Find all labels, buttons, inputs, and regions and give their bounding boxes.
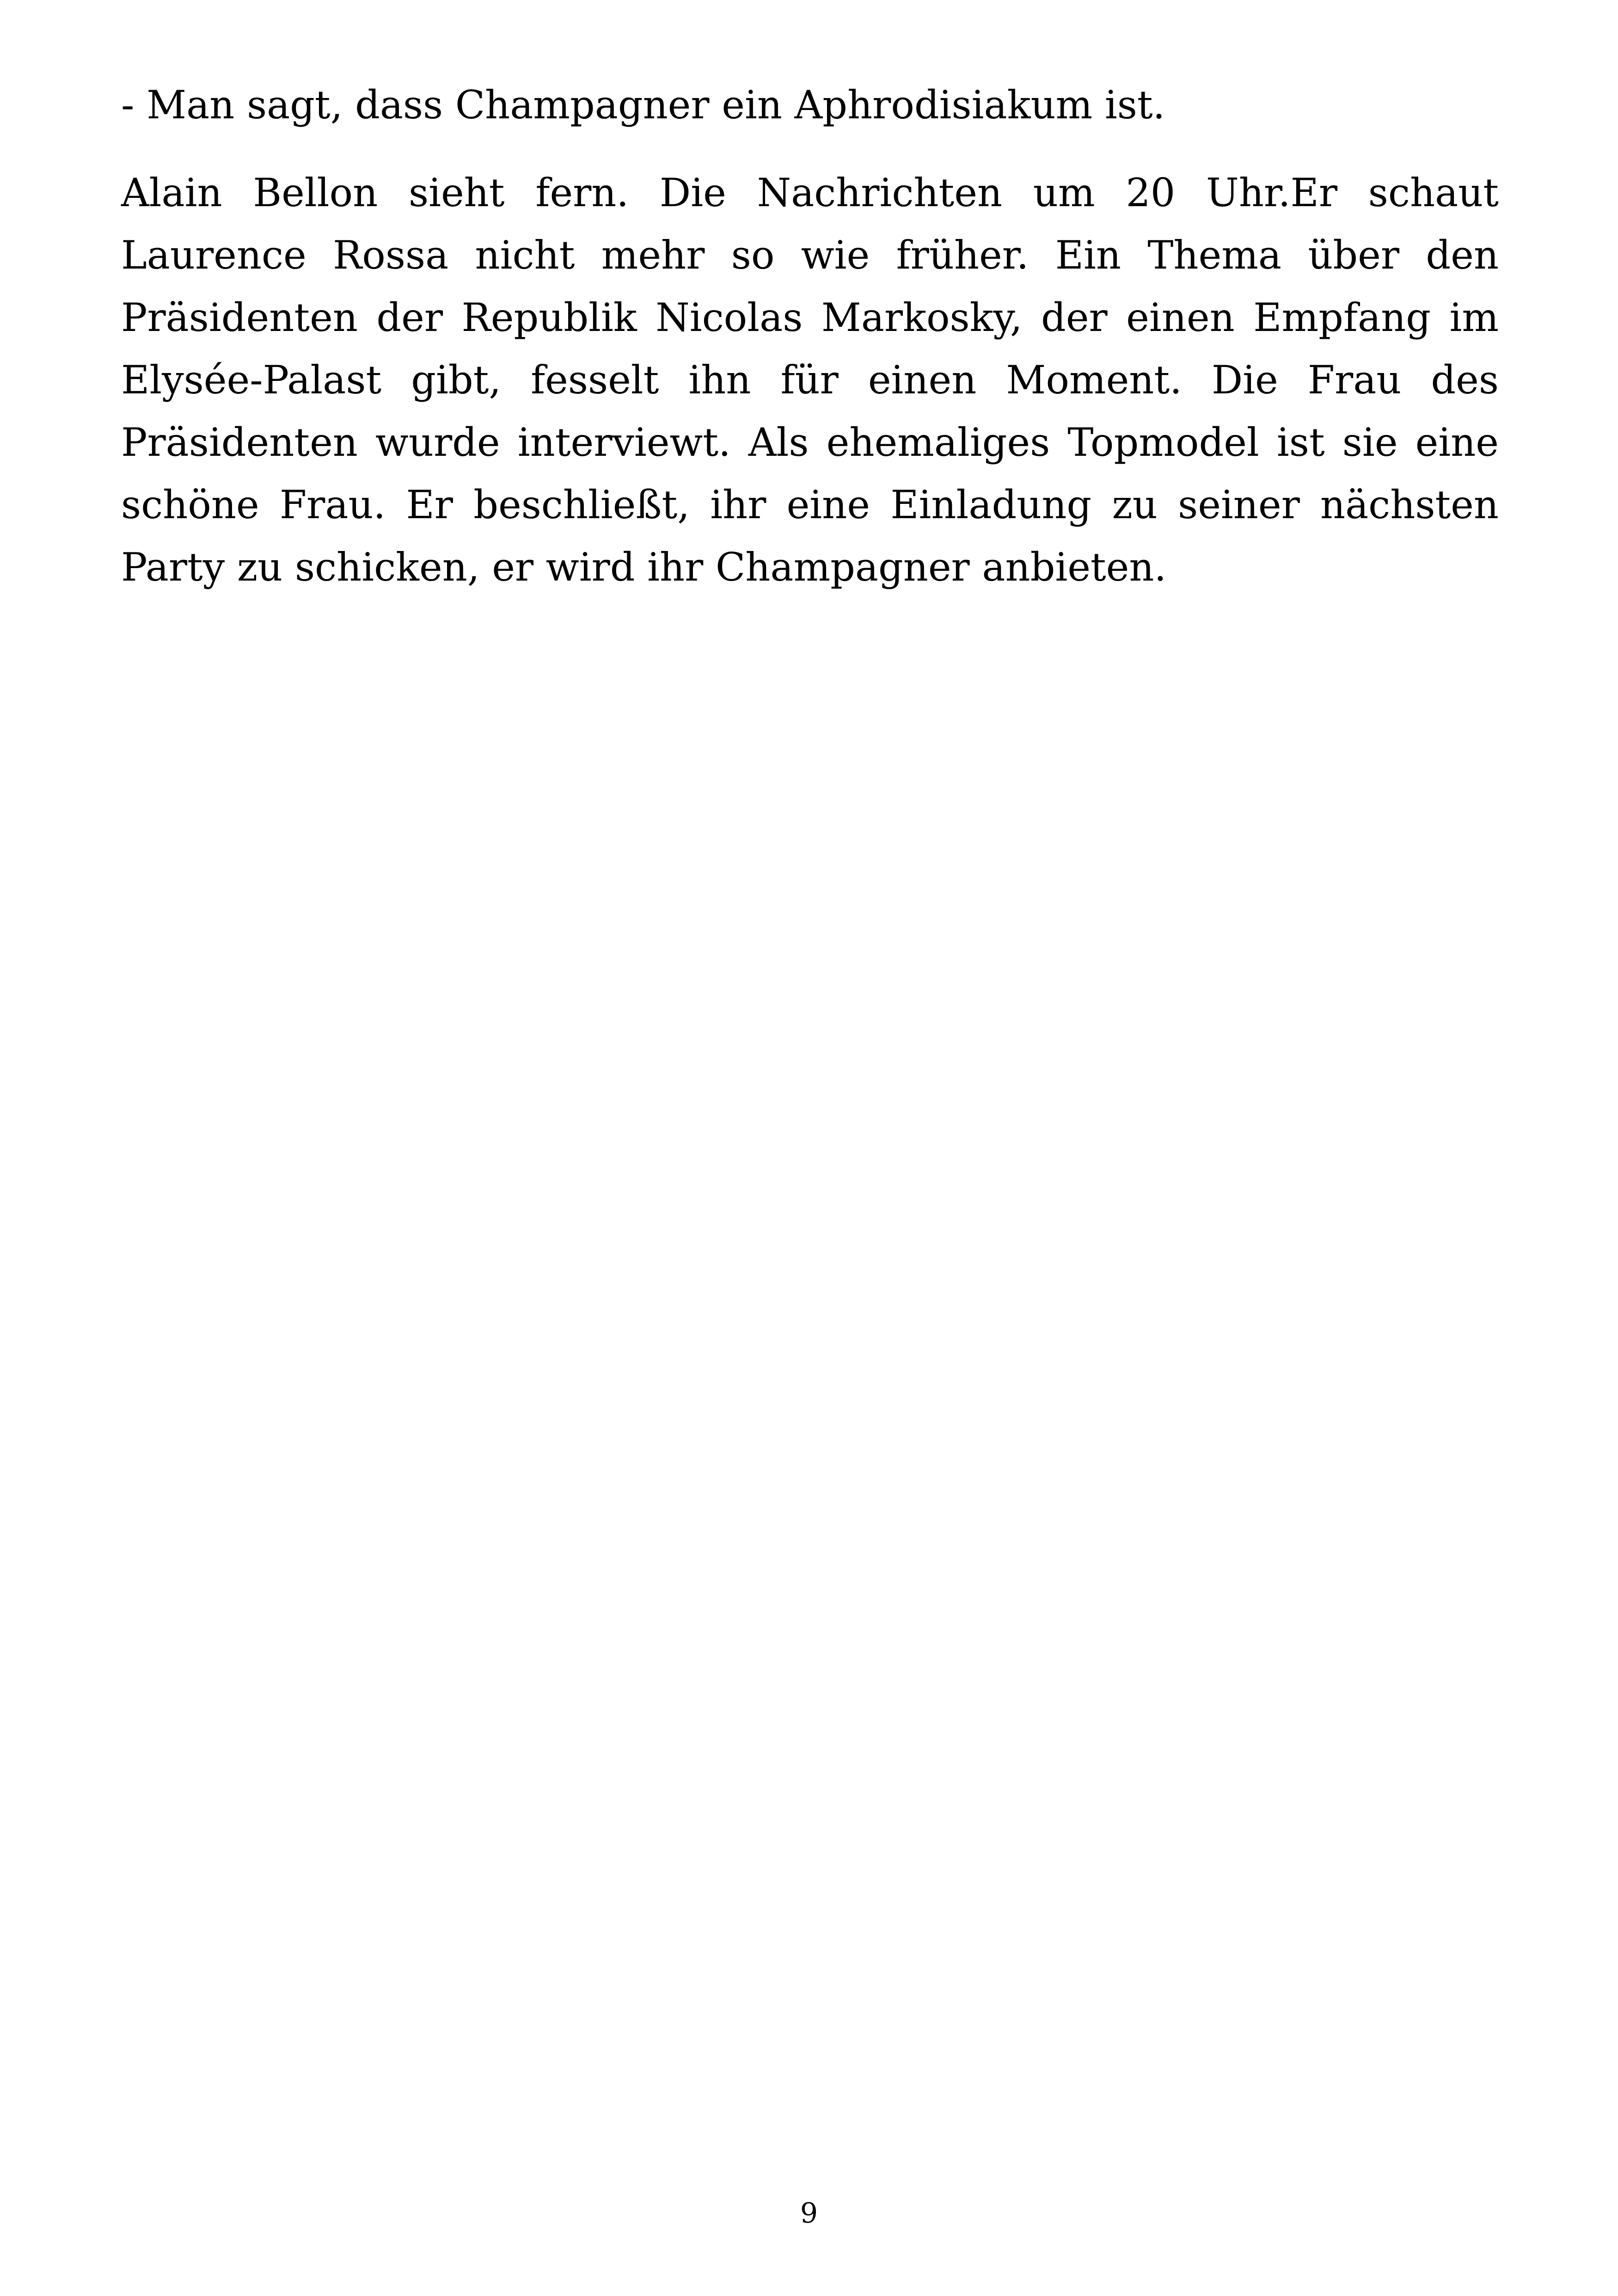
page-number: 9 (800, 2197, 818, 2229)
dialogue-paragraph: - Man sagt, dass Champagner ein Aphrodisiakum ist. (121, 82, 1165, 128)
narrative-paragraph: Alain Bellon sieht fern. Die Nachrichten um 20 Uhr.Er schaut Laurence Rossa nicht mehr so wie früher. Ein Thema über den Präsidenten der Republik Nicolas Markosky, der einen Empfang im Elysée-Palast gibt, fesselt ihn für einen Moment. Die Frau des Präsidenten wurde interviewt. Als ehemaliges Topmodel ist sie eine schöne Frau. Er beschließt, ihr eine Einladung zu seiner nächsten Party zu schicken, er wird ihr Champagner anbieten. (121, 170, 1499, 590)
page-body (121, 74, 1499, 599)
